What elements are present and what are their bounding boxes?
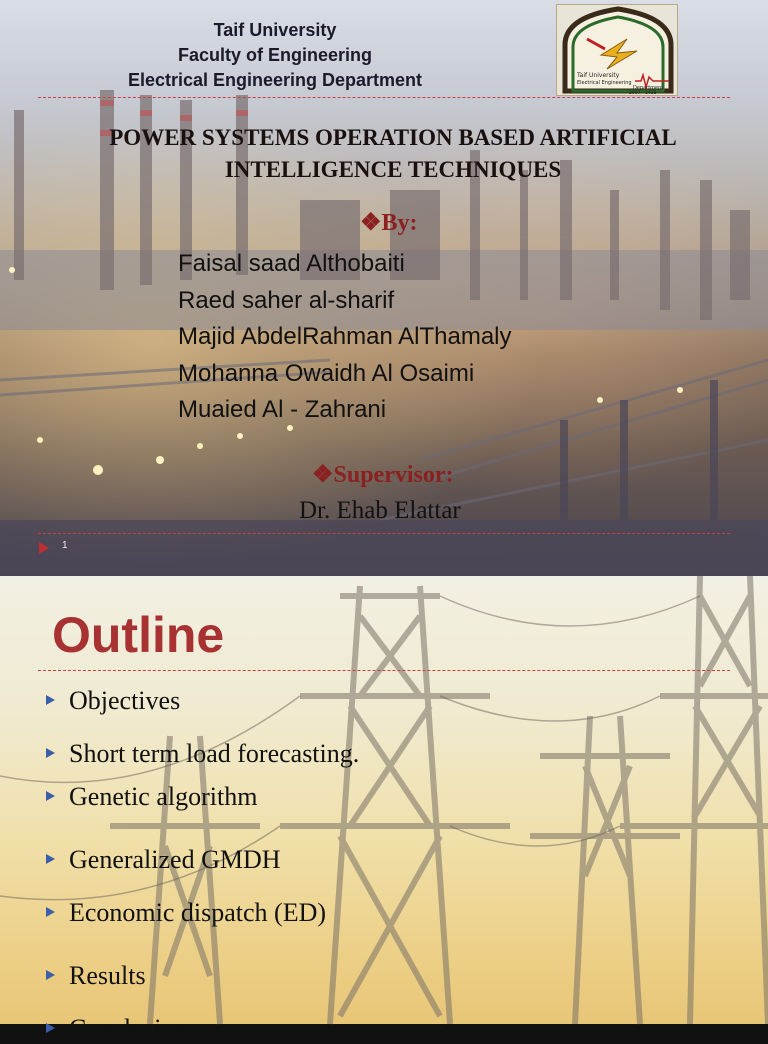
bullet-arrow-icon <box>46 1023 55 1033</box>
list-item-text: Objectives <box>69 686 181 715</box>
title-divider <box>38 670 730 671</box>
authors-list <box>178 246 512 429</box>
bullet-arrow-icon <box>46 854 55 864</box>
author-item: Majid AbdelRahman AlThamaly <box>178 323 512 350</box>
department-name: Electrical Engineering Department <box>127 70 423 90</box>
title-line-1: POWER SYSTEMS OPERATION BASED ARTIFICIAL <box>109 125 677 150</box>
bullet-arrow-icon <box>46 695 55 705</box>
slide-number: 1 <box>62 540 68 551</box>
by-label: ❖By: <box>360 210 418 236</box>
logo-text-year: 2007 - 1428 <box>629 91 657 96</box>
logo-text-university: Taif University <box>577 72 620 79</box>
supervisor-name: Dr. Ehab Elattar <box>299 497 461 524</box>
university-logo <box>556 4 678 96</box>
logo-emblem-icon <box>557 5 679 97</box>
list-item-text: Economic dispatch (ED) <box>69 898 327 927</box>
presentation-title <box>40 122 746 186</box>
author-item: Faisal saad Althobaiti <box>178 250 405 277</box>
bullet-arrow-icon <box>46 791 55 801</box>
bullet-arrow-icon <box>46 907 55 917</box>
list-item-text: Short term load forecasting. <box>69 739 360 768</box>
university-name: Taif University <box>213 20 337 40</box>
slide-arrow-icon <box>39 542 49 554</box>
faculty-name: Faculty of Engineering <box>177 45 373 65</box>
author-item: Mohanna Owaidh Al Osaimi <box>178 359 475 387</box>
list-item-text: Conclusions <box>69 1014 198 1043</box>
footer-divider <box>38 533 730 534</box>
logo-text-dept2: Department <box>633 85 664 91</box>
logo-text-dept1: Electrical Engineering <box>577 80 632 86</box>
outline-slide <box>0 576 768 1043</box>
list-item-text: Generalized GMDH <box>69 845 281 874</box>
list-item-text: Genetic algorithm <box>69 782 258 811</box>
supervisor-label: ❖Supervisor: <box>312 462 454 488</box>
bullet-arrow-icon <box>46 748 55 758</box>
list-item-text: Results <box>69 961 146 990</box>
author-item: Muaied Al - Zahrani <box>178 396 387 423</box>
university-header <box>40 18 510 93</box>
author-item: Raed saher al-sharif <box>178 286 395 314</box>
title-line-2: INTELLIGENCE TECHNIQUES <box>224 157 562 182</box>
outline-title: Outline <box>52 607 225 663</box>
header-divider <box>38 97 730 98</box>
bullet-arrow-icon <box>46 970 55 980</box>
